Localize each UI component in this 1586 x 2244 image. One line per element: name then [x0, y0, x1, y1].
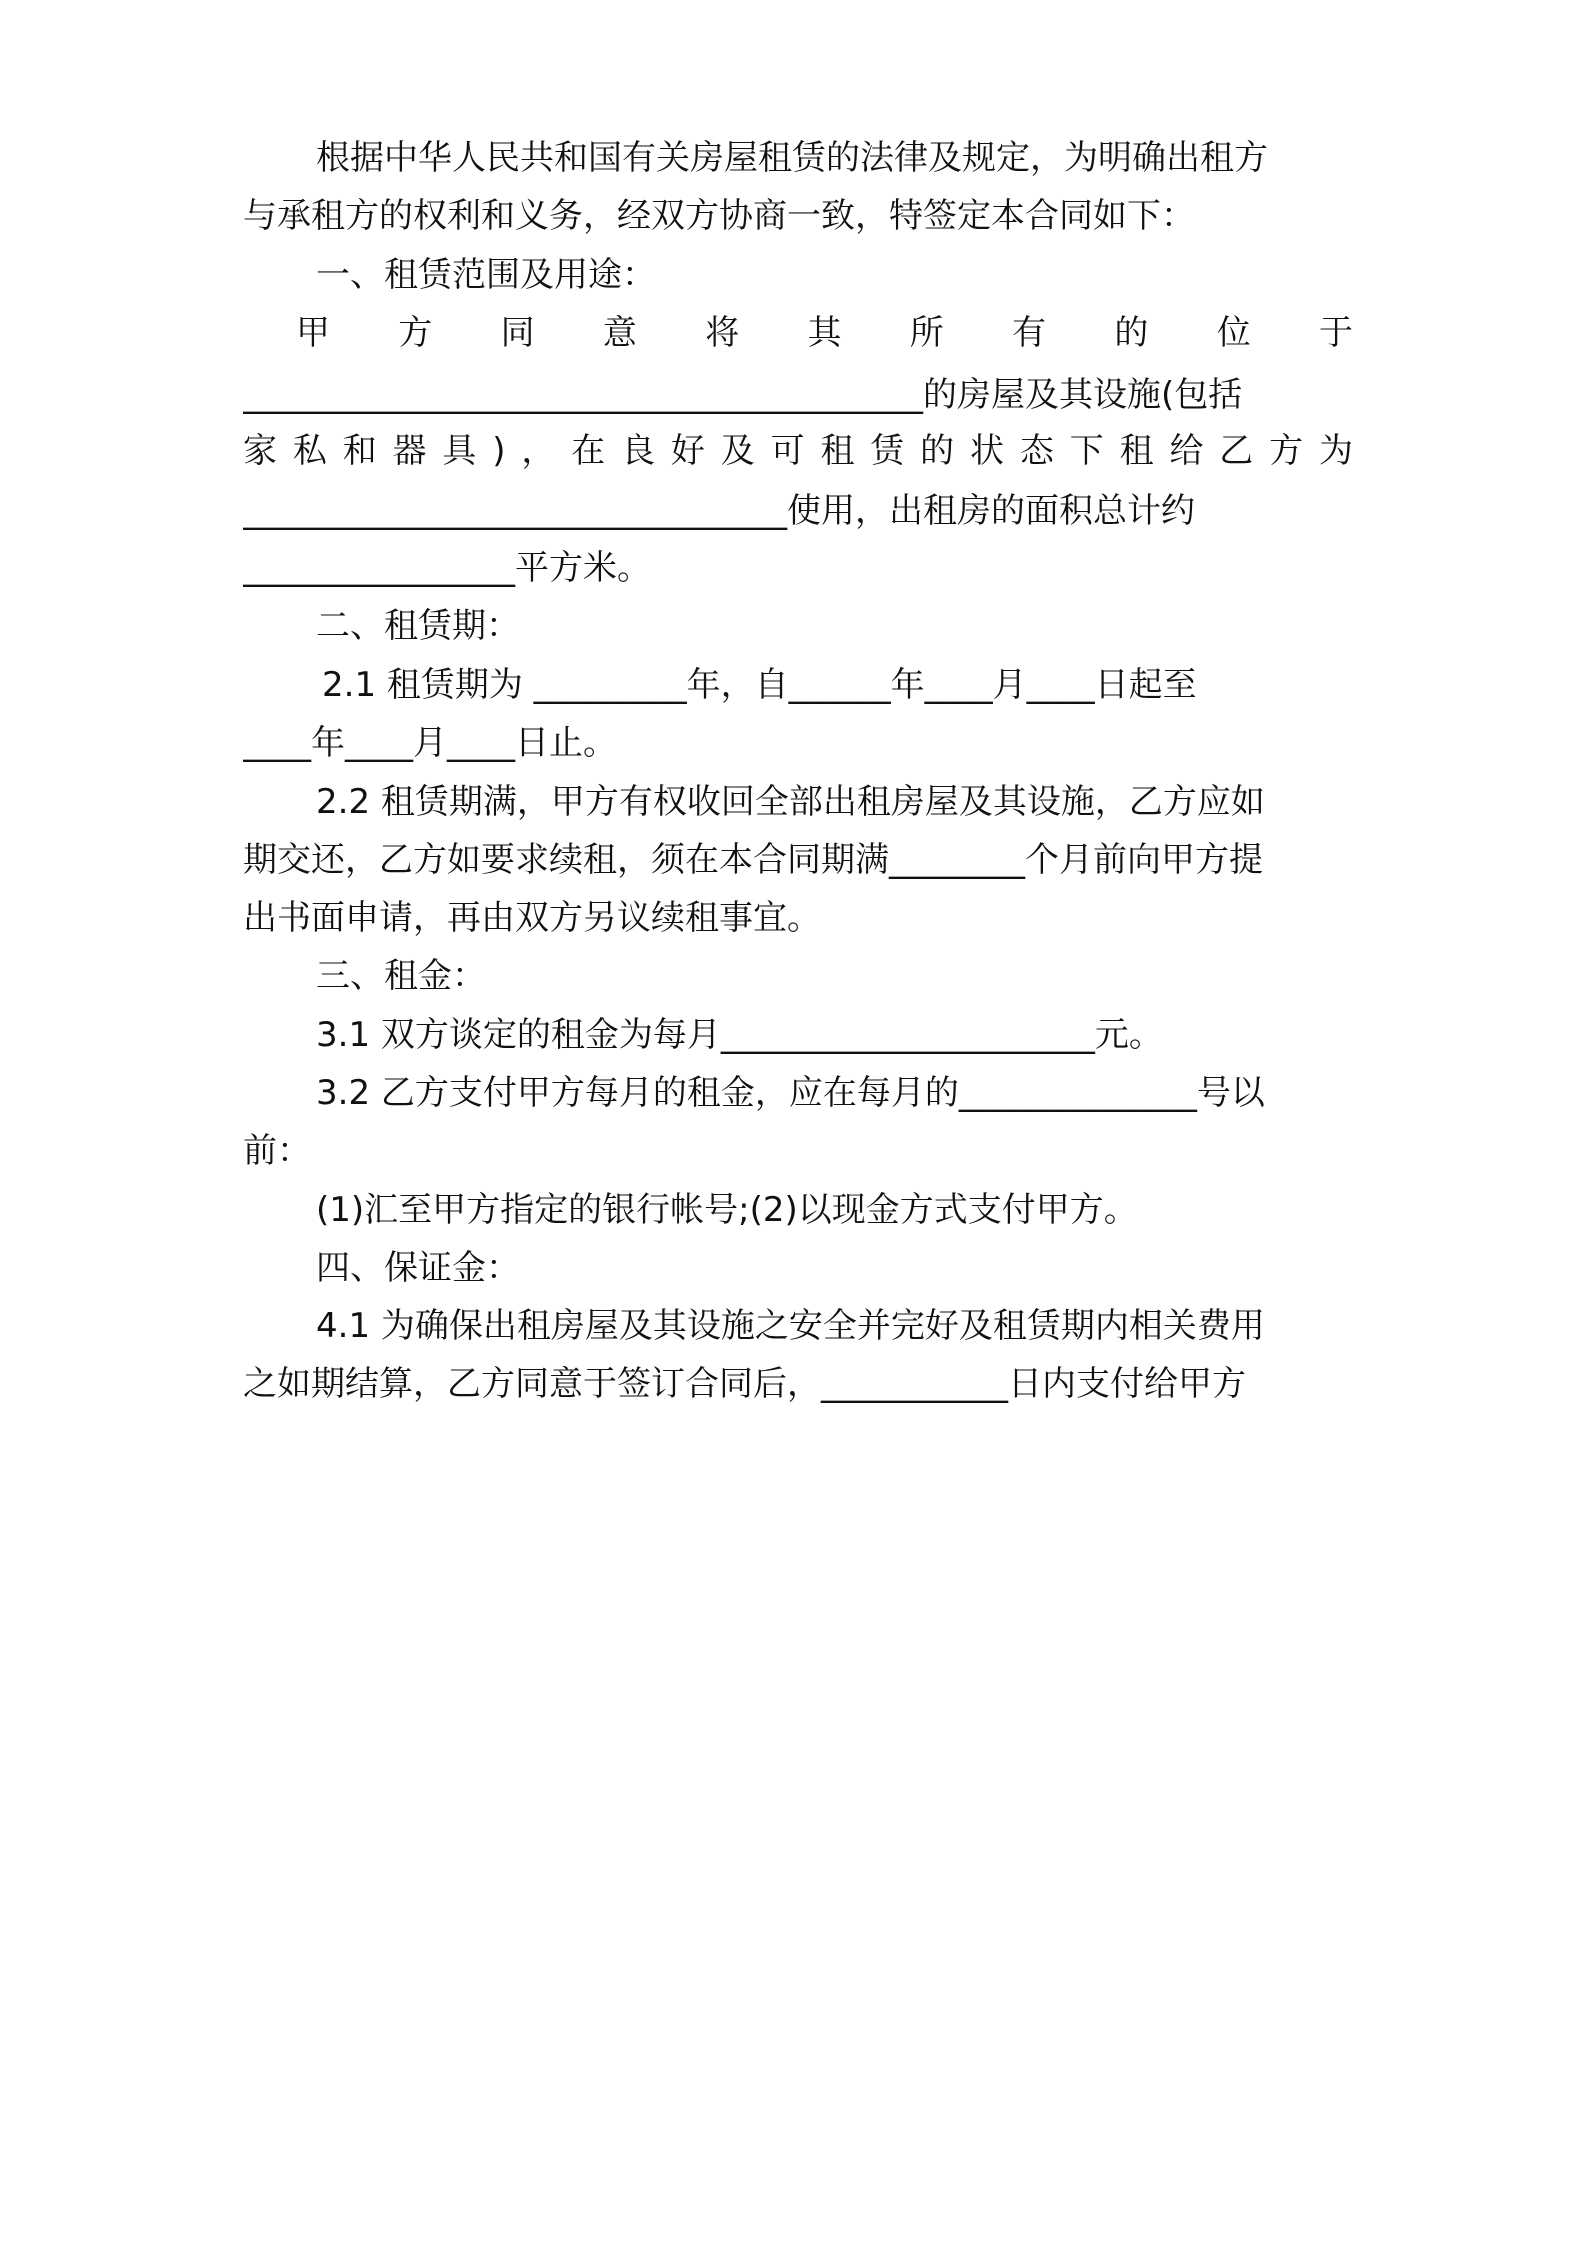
section-heading-term: 二、租赁期：	[316, 606, 520, 646]
scope-line-2: ________________________________________的房屋及其设施(包括	[243, 375, 1243, 415]
section-heading-rent: 三、租金：	[316, 956, 486, 996]
rent-line-1: 3.1 双方谈定的租金为每月______________________元。	[316, 1015, 1163, 1055]
deposit-line-1: 4.1 为确保出租房屋及其设施之安全并完好及租赁期内相关费用	[316, 1306, 1265, 1346]
rent-line-3: 前：	[243, 1131, 311, 1171]
intro-line-2: 与承租方的权利和义务，经双方协商一致，特签定本合同如下：	[243, 196, 1195, 236]
rent-line-4: (1)汇至甲方指定的银行帐号;(2)以现金方式支付甲方。	[316, 1190, 1138, 1230]
section-heading-deposit: 四、保证金：	[316, 1248, 520, 1288]
term-line-2: ____年____月____日止。	[243, 723, 617, 763]
scope-line-1: 甲 方 同 意 将 其 所 有 的 位 于	[296, 313, 1353, 353]
deposit-line-2: 之如期结算，乙方同意于签订合同后，___________日内支付给甲方	[243, 1364, 1246, 1404]
scope-line-4: ________________________________使用，出租房的面积总计约	[243, 491, 1195, 531]
intro-line-1: 根据中华人民共和国有关房屋租赁的法律及规定，为明确出租方	[316, 138, 1268, 178]
term-line-3: 2.2 租赁期满，甲方有权收回全部出租房屋及其设施，乙方应如	[316, 782, 1265, 822]
scope-line-3: 家私和器具)，在良好及可租赁的状态下租给乙方为	[243, 431, 1353, 471]
scope-line-5: ________________平方米。	[243, 548, 651, 588]
term-line-5: 出书面申请，再由双方另议续租事宜。	[243, 898, 821, 938]
term-line-4: 期交还，乙方如要求续租，须在本合同期满________个月前向甲方提	[243, 840, 1263, 880]
rent-line-2: 3.2 乙方支付甲方每月的租金，应在每月的______________号以	[316, 1073, 1265, 1113]
term-line-1: 2.1 租赁期为 _________年，自______年____月____日起至	[322, 665, 1197, 705]
section-heading-scope: 一、租赁范围及用途：	[316, 255, 656, 295]
